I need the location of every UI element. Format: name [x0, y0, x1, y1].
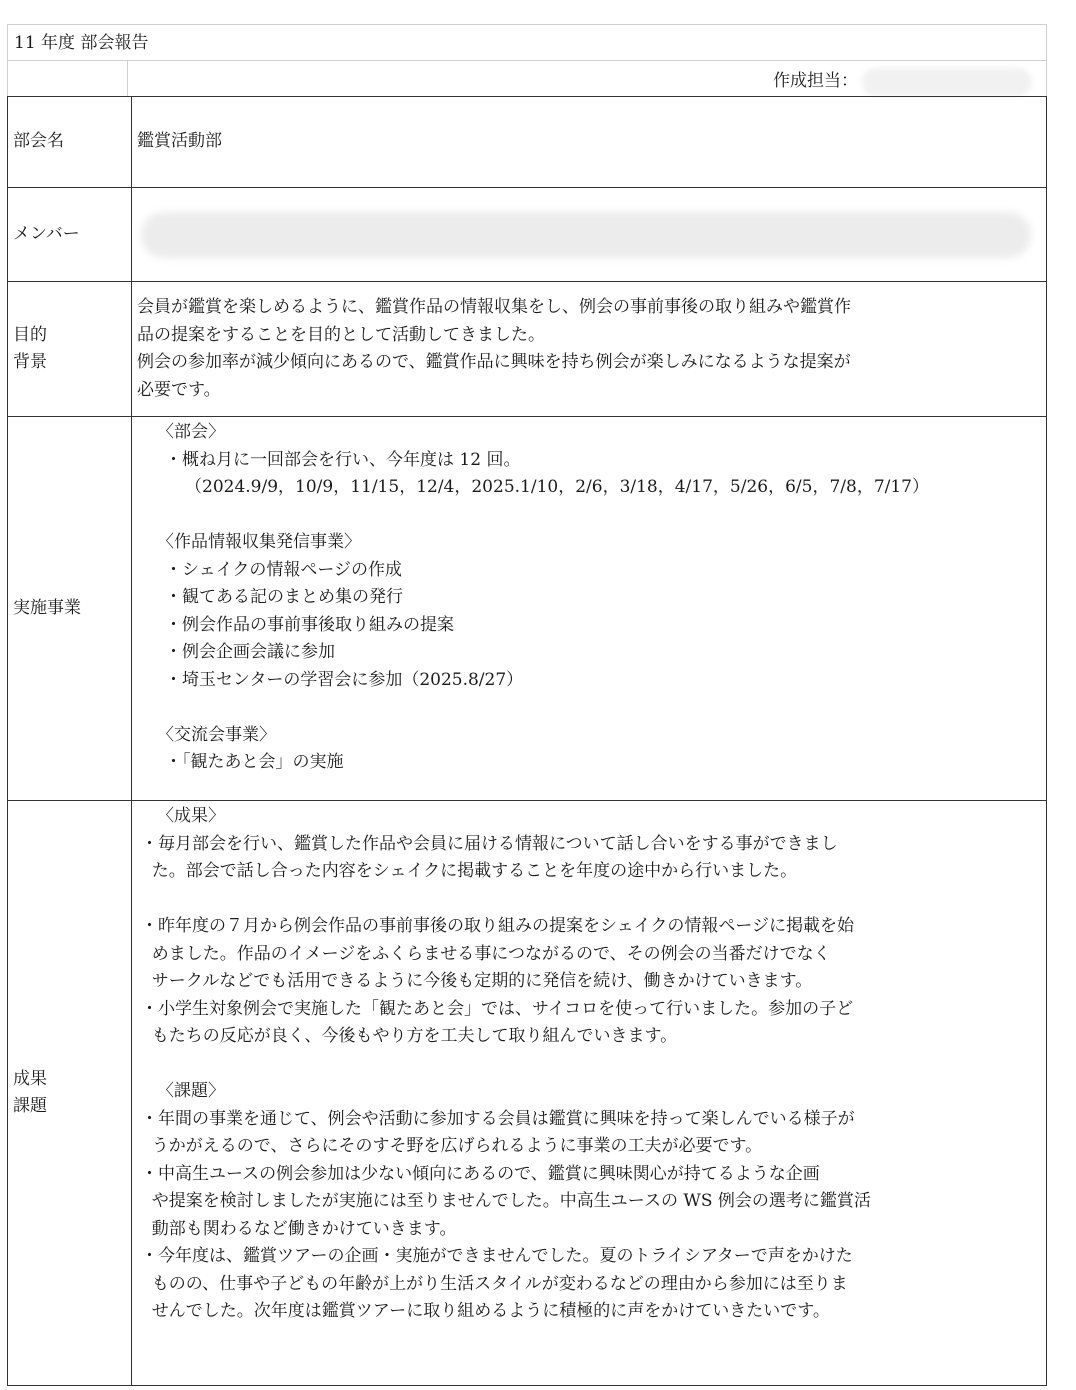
purpose-label-line: 背景 [13, 352, 47, 372]
redacted-member-names [141, 212, 1031, 258]
redacted-author-name [862, 68, 1032, 96]
impl-line: 〈交流会事業〉 [157, 724, 276, 745]
report-title: 11 年度 部会報告 [7, 24, 1047, 60]
result-line [137, 886, 1046, 914]
row-purpose [8, 282, 1047, 417]
author-label: 作成担当： [773, 71, 858, 91]
result-line: サークルなどでも活用できるように今後も定期的に発信を続け、働きかけていきます。 [141, 971, 813, 991]
row-department-name [8, 97, 1047, 188]
impl-line [137, 502, 1046, 530]
impl-line [137, 694, 1046, 722]
implementation-label: 実施事業 [8, 417, 132, 801]
result-line: ものの、仕事や子どもの年齢が上がり生活スタイルが変わるなどの理由から参加には至りま [141, 1273, 848, 1294]
results-label [8, 801, 132, 1386]
impl-line: ・観てある記のまとめ集の発行 [165, 587, 403, 607]
result-line: もたちの反応が良く、今後もやり方を工夫して取り組んでいきます。 [141, 1026, 678, 1046]
result-line: ・今年度は、鑑賞ツアーの企画・実施ができませんでした。夏のトライシアターで声をかけた [141, 1246, 853, 1266]
members-value [132, 188, 1047, 282]
result-line: ・中高生ユースの例会参加は少ない傾向にあるので、鑑賞に興味関心が持てるような企画 [141, 1163, 820, 1184]
purpose-line: 必要です。 [137, 379, 221, 400]
department-name-value: 鑑賞活動部 [132, 97, 1047, 188]
result-line: ・小学生対象例会で実施した「観たあと会」では、サイコロを使って行いました。参加の子ど [141, 998, 854, 1019]
author-row-spacer [7, 60, 127, 97]
purpose-label [8, 282, 132, 417]
results-label-line: 成果 [13, 1068, 47, 1089]
result-line: ・毎月部会を行い、鑑賞した作品や会員に届ける情報について話し合いをする事ができまし [141, 833, 838, 854]
purpose-line: 例会の参加率が減少傾向にあるので、鑑賞作品に興味を持ち例会が楽しみになるような提案が [137, 352, 851, 372]
result-line: うかがえるので、さらにそのすそ野を広げられるように事業の工夫が必要です。 [141, 1136, 763, 1156]
row-members [8, 188, 1047, 282]
implementation-content [132, 417, 1047, 801]
results-label-line: 課題 [13, 1096, 47, 1116]
impl-line: ・埼玉センターの学習会に参加（2025.8/27） [165, 669, 524, 690]
members-label: メンバー [8, 188, 132, 282]
report-table [7, 96, 1047, 1386]
impl-line: ・シェイクの情報ページの作成 [165, 559, 402, 580]
result-line: ・昨年度の７月から例会作品の事前事後の取り組みの提案をシェイクの情報ページに掲載を始 [141, 916, 854, 936]
result-line [137, 1051, 1046, 1079]
impl-line: ・例会企画会議に参加 [165, 642, 335, 662]
purpose-line: 会員が鑑賞を楽しめるように、鑑賞作品の情報収集をし、例会の事前事後の取り組みや鑑賞作 [137, 297, 851, 317]
results-content [132, 801, 1047, 1386]
impl-line: 〈作品情報収集発信事業〉 [157, 532, 361, 552]
impl-line: ・概ね月に一回部会を行い、今年度は 12 回。 [165, 449, 521, 470]
author-cell [127, 60, 1047, 97]
purpose-line: 品の提案をすることを目的として活動してきました。 [137, 324, 545, 345]
result-line: や提案を検討しましたが実施には至りませんでした。中高生ユースの WS 例会の選考に鑑賞活 [141, 1191, 871, 1211]
result-line: 〈課題〉 [157, 1081, 225, 1101]
row-results [8, 801, 1047, 1386]
result-line: めました。作品のイメージをふくらませる事につながるので、その例会の当番だけでなく [141, 943, 831, 964]
result-line: 動部も関わるなど働きかけていきます。 [141, 1218, 457, 1239]
result-line: た。部会で話し合った内容をシェイクに掲載することを年度の途中から行いました。 [141, 861, 798, 881]
result-line: せんでした。次年度は鑑賞ツアーに取り組めるように積極的に声をかけていきたいです。 [141, 1301, 830, 1321]
department-name-label: 部会名 [8, 97, 132, 188]
impl-line: 〈部会〉 [157, 422, 225, 442]
purpose-label-line: 目的 [13, 324, 47, 345]
impl-line: ・例会作品の事前事後取り組みの提案 [165, 614, 454, 635]
purpose-content [132, 282, 1047, 417]
result-line: 〈成果〉 [157, 806, 225, 826]
row-implementation [8, 417, 1047, 801]
result-line: ・年間の事業を通じて、例会や活動に参加する会員は鑑賞に興味を持って楽しんでいる様子が [141, 1108, 855, 1129]
impl-line: （2024.9/9，10/9，11/15，12/4，2025.1/10，2/6，3/18，4/17，5/26，6/5，7/8，7/17） [185, 477, 929, 497]
impl-line: ・「観たあと会」の実施 [165, 752, 344, 772]
